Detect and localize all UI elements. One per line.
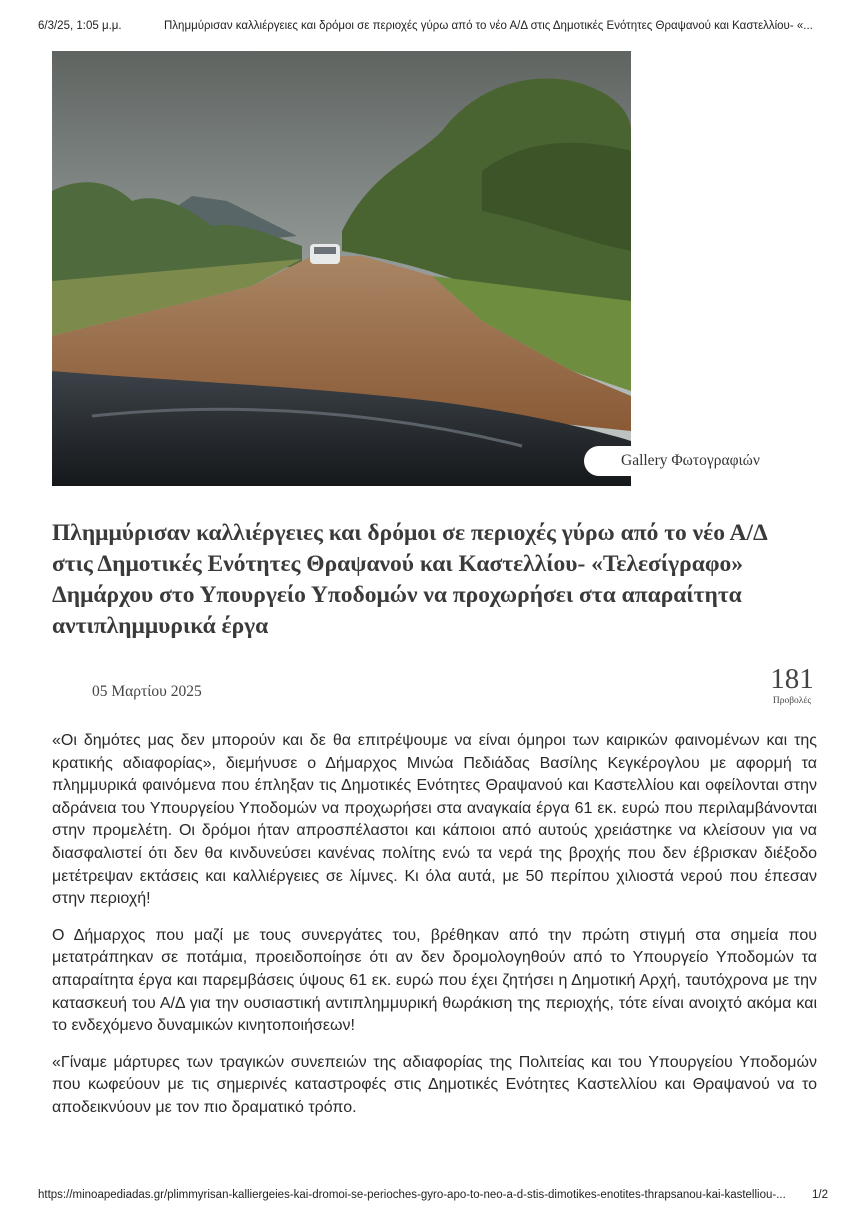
- views-counter: [752, 663, 832, 707]
- flooded-road-photo-icon: [52, 51, 631, 486]
- article-photo[interactable]: [52, 51, 760, 486]
- article-paragraph: «Οι δημότες μας δεν μπορούν και δε θα επιτρέψουμε να είναι όμηροι των καιρικών φαινομένων και της κρατικής αδιαφορίας», διεμήνυσε ο Δήμαρχος Μινώα Πεδιάδας Βασίλης Κεγκέρογλου με αφορμή τα πλημμυρικά φαινόμενα που έπληξαν τις Δημοτικές Ενότητες Θραψανού και Καστελλίου και οφείλονται στην αδράνεια του Υπουργείου Υποδομών να προχωρήσει στα αναγκαία έργα 61 εκ. ευρώ που περιλαμβάνονται στην προμελέτη. Οι δρόμοι ήταν απροσπέλαστοι και κάποιοι από αυτούς χρειάστηκε να κλείσουν για να διασφαλιστεί ότι δεν θα κινδυνεύσει κανένας πολίτης ενώ τα νερά της βροχής που δεν έβρισκαν διέξοδο μετέτρεψαν εκτάσεις και καλλιέργειες σε λίμνες. Κι όλα αυτά, με 50 περίπου χιλιοστά νερού που έπεσαν στην περιοχή!: [52, 732, 817, 908]
- print-footer: [38, 1189, 830, 1201]
- article-body: [52, 730, 817, 1134]
- article-paragraph: «Γίναμε μάρτυρες των τραγικών συνεπειών της αδιαφορίας της Πολιτείας και του Υπουργείου Υποδομών που κωφεύουν με τις σημερινές καταστροφές στις Δημοτικές Ενότητες Καστελλίου και Θραψανού να το αποδεικνύουν με τον πιο δραματικό τρόπο.: [52, 1053, 817, 1116]
- article-title: Πλημμύρισαν καλλιέργειες και δρόμοι σε περιοχές γύρω από το νέο Α/Δ στις Δημοτικές Ενότητες Θραψανού και Καστελλίου- «Τελεσίγραφο» Δημάρχου στο Υπουργείο Υποδομών να προχωρήσει στα απαραίτητα αντιπλημμυρικά έργα: [52, 520, 767, 639]
- article-paragraph: Ο Δήμαρχος που μαζί με τους συνεργάτες του, βρέθηκαν από την πρώτη στιγμή στα σημεία που μετατράπηκαν σε ποτάμια, προειδοποίησε ότι αν δεν δρομολογηθούν από το Υπουργείο Υποδομών τα απαραίτητα έργα και παρεμβάσεις ύψους 61 εκ. ευρώ που έχει ζητήσει η Δημοτική Αρχή, ταυτόχρονα με την κατασκευή του Α/Δ για την ουσιαστική αντιπλημμυρική θωράκιση της περιοχής, τότε είναι ανοιχτό ακόμα και το ενδεχόμενο δυναμικών κινητοποιήσεων!: [52, 926, 817, 1035]
- print-url: https://minoapediadas.gr/plimmyrisan-kalliergeies-kai-dromoi-se-perioches-gyro-apo-to-neo-a-d-stis-dimotikes-enotites-thrapsanou-kai-kastelliou-...: [38, 1189, 786, 1201]
- print-datetime: 6/3/25, 1:05 μ.μ.: [38, 20, 122, 32]
- print-page-title: Πλημμύρισαν καλλιέργειες και δρόμοι σε περιοχές γύρω από το νέο Α/Δ στις Δημοτικές Ενότητες Θραψανού και Καστελλίου- «...: [164, 20, 813, 32]
- views-count: 181: [770, 663, 814, 695]
- views-label: Προβολές: [772, 696, 812, 706]
- page-number: 1/2: [812, 1189, 828, 1201]
- gallery-button[interactable]: Gallery Φωτογραφιών: [584, 446, 798, 476]
- article-date: 05 Μαρτίου 2025: [92, 683, 202, 700]
- print-header: [38, 20, 830, 32]
